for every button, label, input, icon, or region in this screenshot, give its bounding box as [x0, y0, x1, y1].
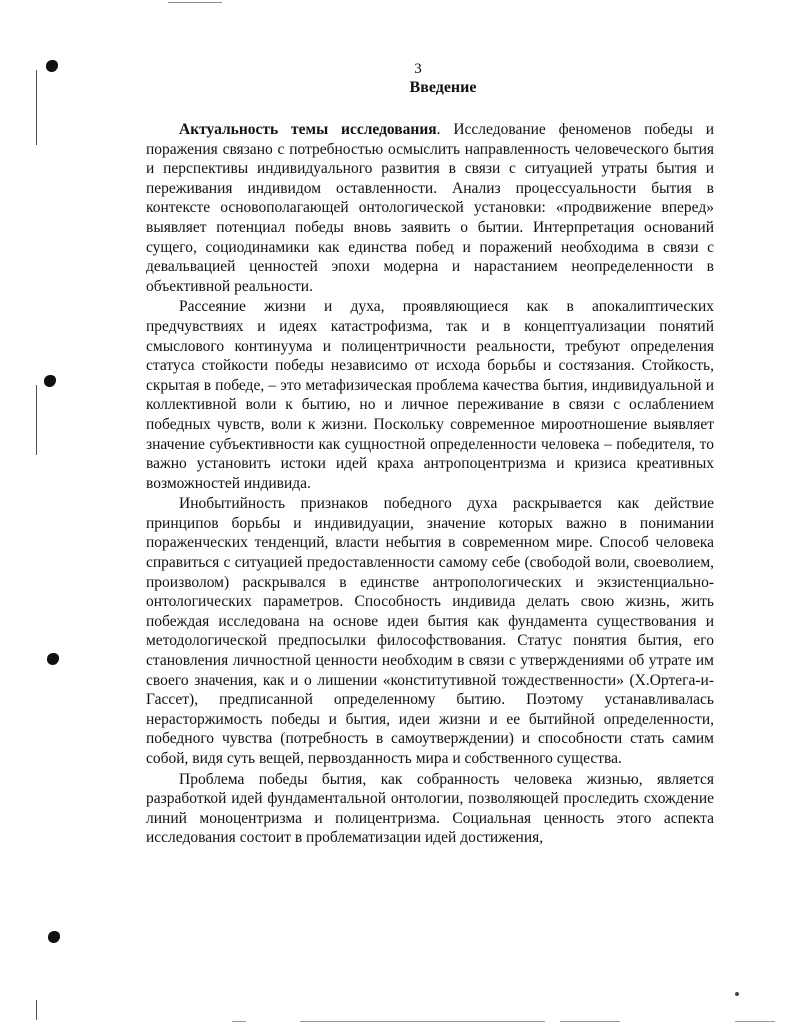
- paragraph-relevance: [146, 120, 714, 296]
- scan-top-rule: [168, 2, 222, 3]
- binder-hole-mark: [48, 931, 60, 943]
- paragraph-lead: Актуальность темы исследования: [179, 121, 437, 138]
- page-number: 3: [414, 61, 422, 77]
- scan-speck: [735, 992, 739, 996]
- scan-bottom-rule: [735, 1021, 775, 1022]
- body-text: [146, 120, 714, 848]
- paragraph: Инобытийность признаков победного духа раскрывается как действие принципов борьбы и индивидуации, значение которых важно в понимании пораженческих тенденций, власти небытия в современном мире. Способ человека справиться с ситуацией предоставленности самому себе (свободой воли, своеволием, произволом) раскрывался в единстве антропологических и экзистенциально-онтологических параметров. Способность индивида делать свою жизнь, жить побеждая исследована на основе идеи бытия как фундамента существования и методологической предпосылки философствования. Статус понятия бытия, его становления личностной ценности необходим в связи с утверждениями об утрате им своего значения, как и о лишении «конститутивной тождественности» (Х.Ортега-и-Гассет), предписанной определенному бытию. Поэтому устанавливалась нерасторжимость победы и бытия, идеи жизни и ее бытийной определенности, победного чувства (потребность в самоутверждении) и способности стать самим собой, видя суть вещей, первозданность мира и собственного существа.: [146, 495, 714, 767]
- margin-line: [36, 385, 37, 455]
- paragraph-text: . Исследование феноменов победы и поражения связано с потребностью осмыслить направленность человеческого бытия и перспективы индивидуального развития в связи с ситуацией утраты бытия и переживания индивидом оставленности. Анализ процессуальности бытия в контексте основополагающей онтологической установки: «продвижение вперед» выявляет потенциал победы вновь заявить о бытии. Интерпретация оснований сущего, социодинамики как единства побед и поражений необходима в связи с девальвацией ценностей эпохи модерна и нарастанием неопределенности в объективной реальности.: [146, 121, 714, 295]
- binder-hole-mark: [44, 375, 56, 387]
- scan-bottom-rule: [232, 1021, 246, 1022]
- binder-hole-mark: [47, 653, 59, 665]
- section-heading: Введение: [409, 79, 477, 96]
- margin-line: [36, 1000, 37, 1020]
- paragraph: Проблема победы бытия, как собранность человека жизнью, является разработкой идей фундаментальной онтологии, позволяющей проследить схождение линий моноцентризма и полицентризма. Социальная ценность этого аспекта исследования состоит в проблематизации идей достижения,: [146, 770, 714, 847]
- scan-bottom-rule: [300, 1021, 545, 1022]
- scan-bottom-rule: [560, 1021, 620, 1022]
- paragraph: Рассеяние жизни и духа, проявляющиеся как в апокалиптических предчувствиях и идеях катастрофизма, так и в концептуализации понятий смыслового континуума и полицентричности реальности, требуют определения статуса стойкости победы независимо от исхода борьбы и состязания. Стойкость, скрытая в победе, – это метафизическая проблема качества бытия, индивидуальной и коллективной воли к бытию, но и личное переживание в связи с ослаблением победных чувств, воли к жизни. Поскольку современное мироотношение выявляет значение субъективности как сущностной определенности человека – победителя, то важно установить истоки идей краха антропоцентризма и кризиса креативных возможностей индивида.: [146, 298, 714, 492]
- margin-line: [36, 70, 37, 145]
